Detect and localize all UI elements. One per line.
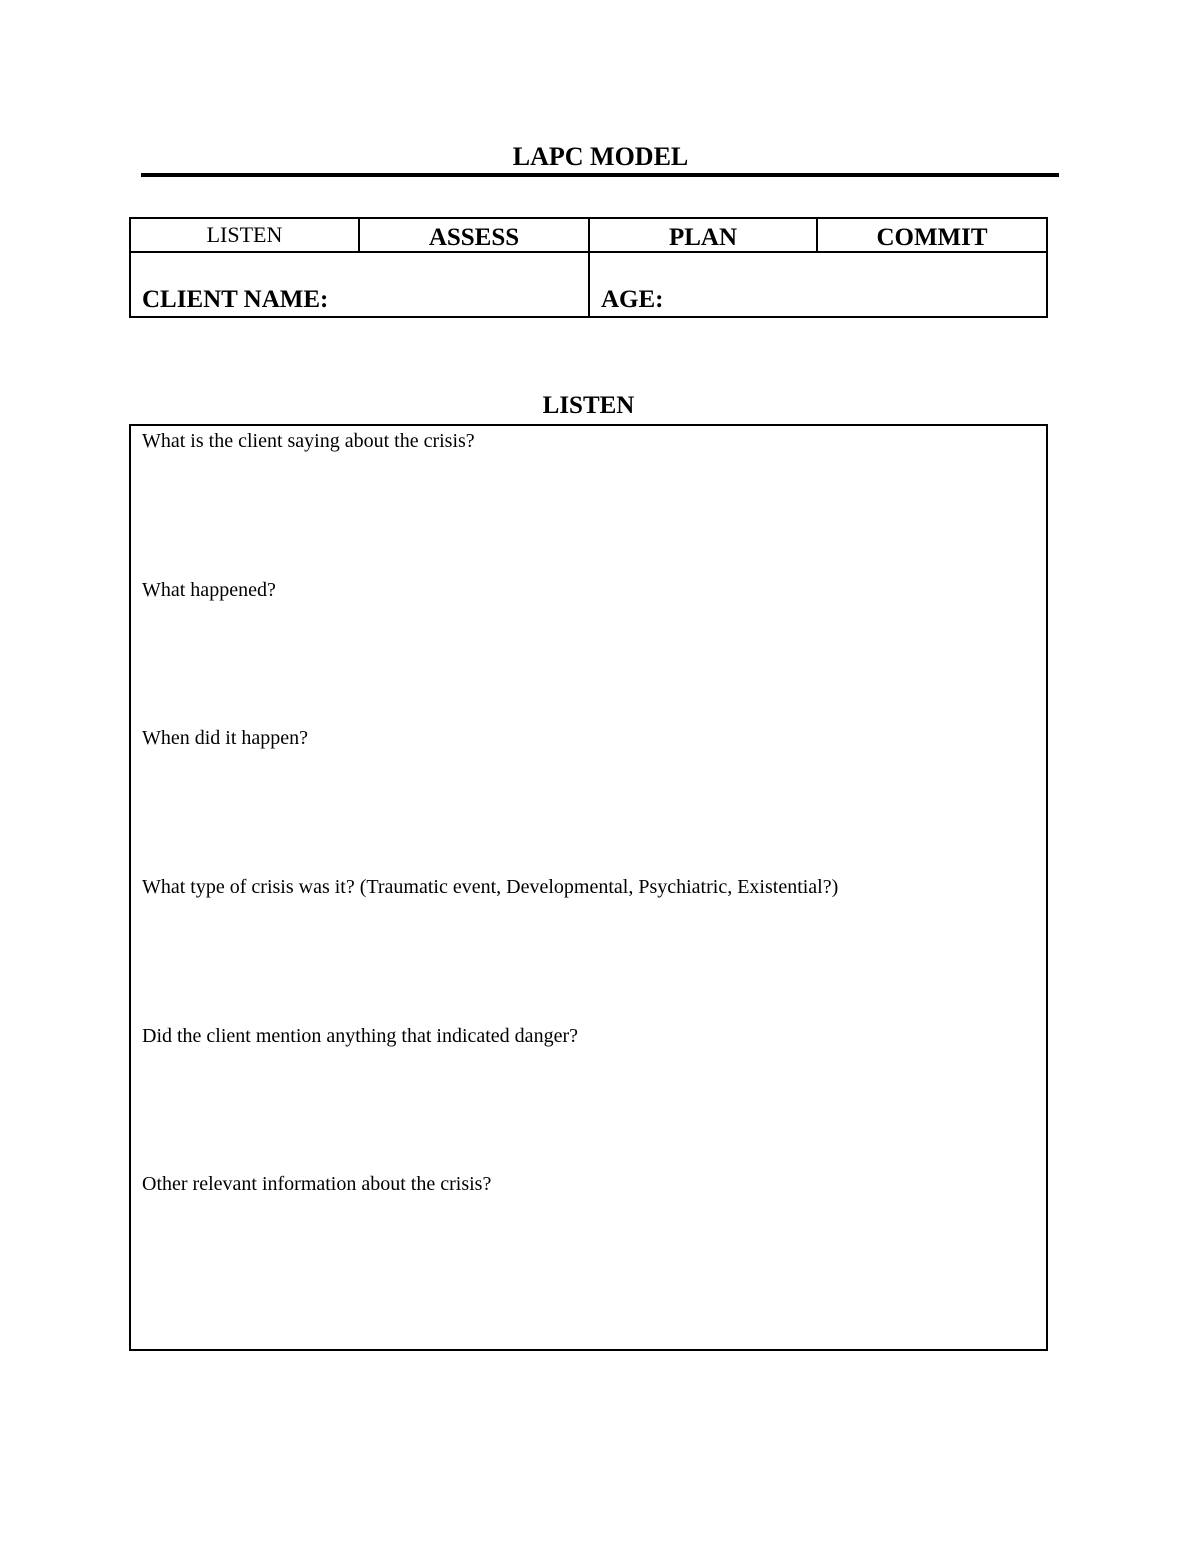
client-name-label: CLIENT NAME: xyxy=(142,286,329,313)
age-field[interactable] xyxy=(590,253,1046,316)
question-what-happened: What happened? xyxy=(142,579,276,601)
age-label: AGE: xyxy=(601,286,664,313)
phase-table xyxy=(129,217,1048,318)
client-info-row xyxy=(131,253,1046,316)
phase-header-listen: LISTEN xyxy=(131,219,360,251)
question-danger: Did the client mention anything that indicated danger? xyxy=(142,1025,578,1047)
listen-box[interactable] xyxy=(129,424,1048,1351)
question-when-happened: When did it happen? xyxy=(142,727,309,749)
question-other-info: Other relevant information about the crisis? xyxy=(142,1173,492,1195)
listen-section-title: LISTEN xyxy=(542,392,635,419)
phase-header-row xyxy=(131,219,1046,253)
question-client-saying: What is the client saying about the crisis? xyxy=(142,430,475,452)
title-rule xyxy=(141,173,1059,177)
client-name-field[interactable] xyxy=(131,253,590,316)
phase-header-commit: COMMIT xyxy=(876,224,988,251)
phase-header-assess: ASSESS xyxy=(360,219,590,251)
phase-header-plan: PLAN xyxy=(590,219,818,251)
document-title: LAPC MODEL xyxy=(512,142,689,171)
question-crisis-type: What type of crisis was it? (Traumatic event, Developmental, Psychiatric, Existential?) xyxy=(142,876,839,898)
